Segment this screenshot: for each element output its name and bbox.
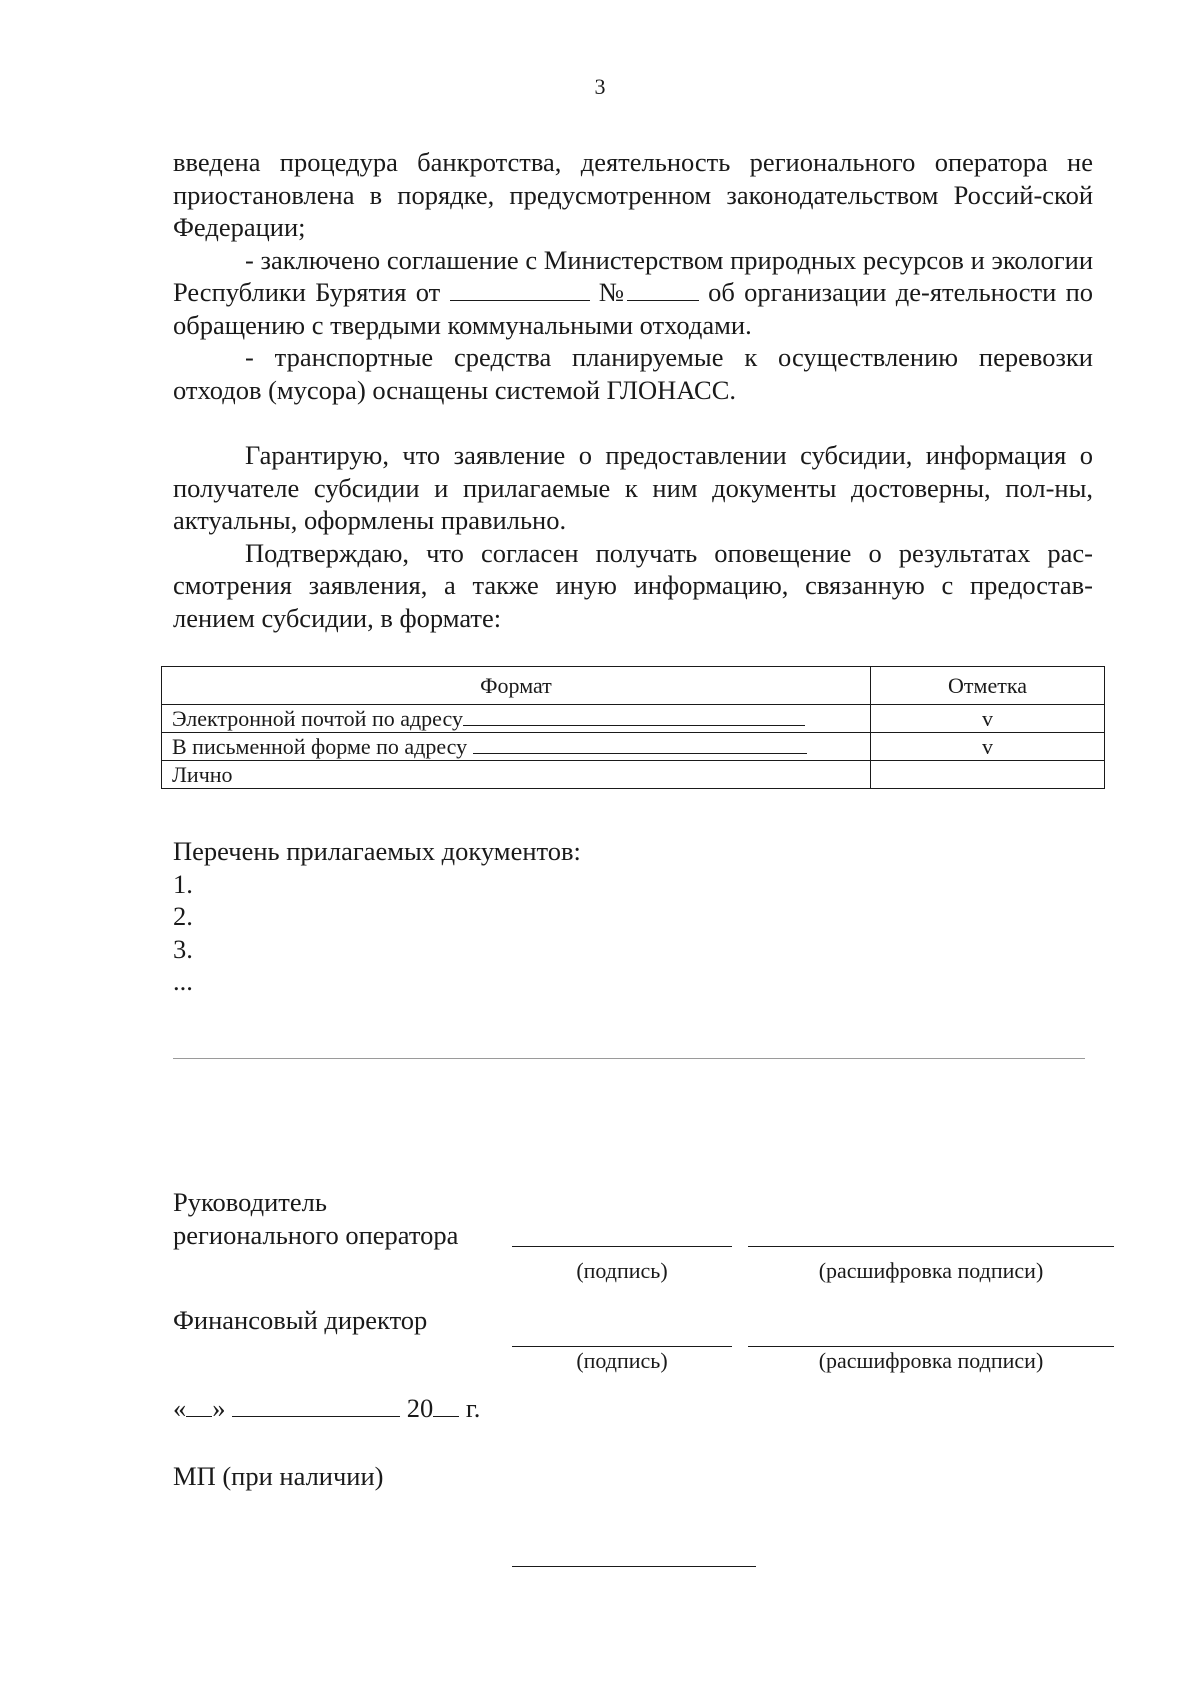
agreement-text-start: - заключено соглашение с Министерством природных ресурсов и экологии Республики Бурятия от	[173, 244, 1093, 307]
head-title-line1: Руководитель	[173, 1187, 327, 1217]
head-decode-line[interactable]	[748, 1246, 1114, 1247]
bottom-separator-line	[512, 1566, 756, 1567]
head-title-line2: регионального оператора	[173, 1219, 459, 1250]
date-day-blank[interactable]	[186, 1394, 212, 1417]
date-quote-close: »	[212, 1393, 226, 1423]
table-row	[162, 761, 1105, 789]
section-separator	[173, 1058, 1085, 1059]
list-item: 1.	[173, 868, 193, 899]
head-signature-line[interactable]	[512, 1246, 732, 1247]
row-personal-mark[interactable]	[871, 761, 1105, 789]
paragraph-guarantee: Гарантирую, что заявление о предоставлении субсидии, информация о получателе субсидии и прилагаемые к ним документы достоверны, пол-ны, актуальны, оформлены правильно.	[173, 440, 1093, 535]
row-written-label: В письменной форме по адресу	[172, 733, 468, 759]
row-email-format	[162, 705, 871, 733]
header-format: Формат	[162, 667, 871, 705]
paragraph-glonass: - транспортные средства планируемые к осуществлению перевозки отходов (мусора) оснащены системой ГЛОНАСС.	[173, 342, 1093, 405]
notification-format-table	[161, 666, 1105, 789]
date-year-suffix: г.	[465, 1393, 481, 1423]
finance-signature-line[interactable]	[512, 1346, 732, 1347]
paragraph-bankruptcy: введена процедура банкротства, деятельность регионального оператора не приостановлена в порядке, предусмотренном законодательством Россий-ской Федерации;	[173, 147, 1093, 242]
list-item: 3.	[173, 933, 193, 964]
paragraph-confirmation: Подтверждаю, что согласен получать оповещение о результатах рас-смотрения заявления, а также иную информацию, связанную с предостав-лением субсидии, в формате:	[173, 537, 1093, 633]
finance-decode-line[interactable]	[748, 1346, 1114, 1347]
paragraph-gap	[173, 406, 1093, 439]
head-title	[173, 1186, 458, 1251]
agreement-date-blank[interactable]	[450, 278, 590, 301]
date-year-prefix: 20	[406, 1393, 434, 1423]
head-signature-caption: (подпись)	[576, 1258, 668, 1283]
date-year-blank[interactable]	[433, 1394, 459, 1417]
row-email-label: Электронной почтой по адресу	[172, 705, 463, 731]
finance-decode-caption: (расшифровка подписи)	[818, 1348, 1044, 1373]
documents-title: Перечень прилагаемых документов:	[173, 836, 581, 866]
date-line	[173, 1392, 480, 1425]
list-item: 2.	[173, 901, 193, 931]
agreement-number-sign: №	[598, 277, 627, 307]
table-row	[162, 733, 1105, 761]
row-personal-format: Лично	[162, 761, 871, 789]
stamp-label: МП (при наличии)	[173, 1461, 384, 1491]
table-header-row	[162, 667, 1105, 705]
row-written-format	[162, 733, 871, 761]
date-month-blank[interactable]	[232, 1394, 400, 1417]
table-row	[162, 705, 1105, 733]
postal-address-blank[interactable]	[473, 735, 807, 754]
paragraph-agreement	[173, 244, 1093, 342]
header-mark: Отметка	[871, 667, 1105, 705]
date-quote-open: «	[173, 1393, 187, 1423]
agreement-text-end: об организации де-ятельности по обращению с твердыми коммунальными отходами.	[173, 277, 1094, 340]
email-address-blank[interactable]	[463, 707, 805, 726]
row-email-mark[interactable]: v	[871, 705, 1105, 733]
finance-signature-caption: (подпись)	[576, 1348, 668, 1373]
page-number: 3	[594, 74, 606, 99]
body-text	[173, 146, 1093, 634]
finance-director-title: Финансовый директор	[173, 1305, 428, 1335]
head-decode-caption: (расшифровка подписи)	[818, 1258, 1044, 1283]
list-item: ...	[173, 966, 193, 996]
agreement-number-blank[interactable]	[627, 278, 699, 301]
row-written-mark[interactable]: v	[871, 733, 1105, 761]
attached-documents-list	[173, 835, 581, 998]
